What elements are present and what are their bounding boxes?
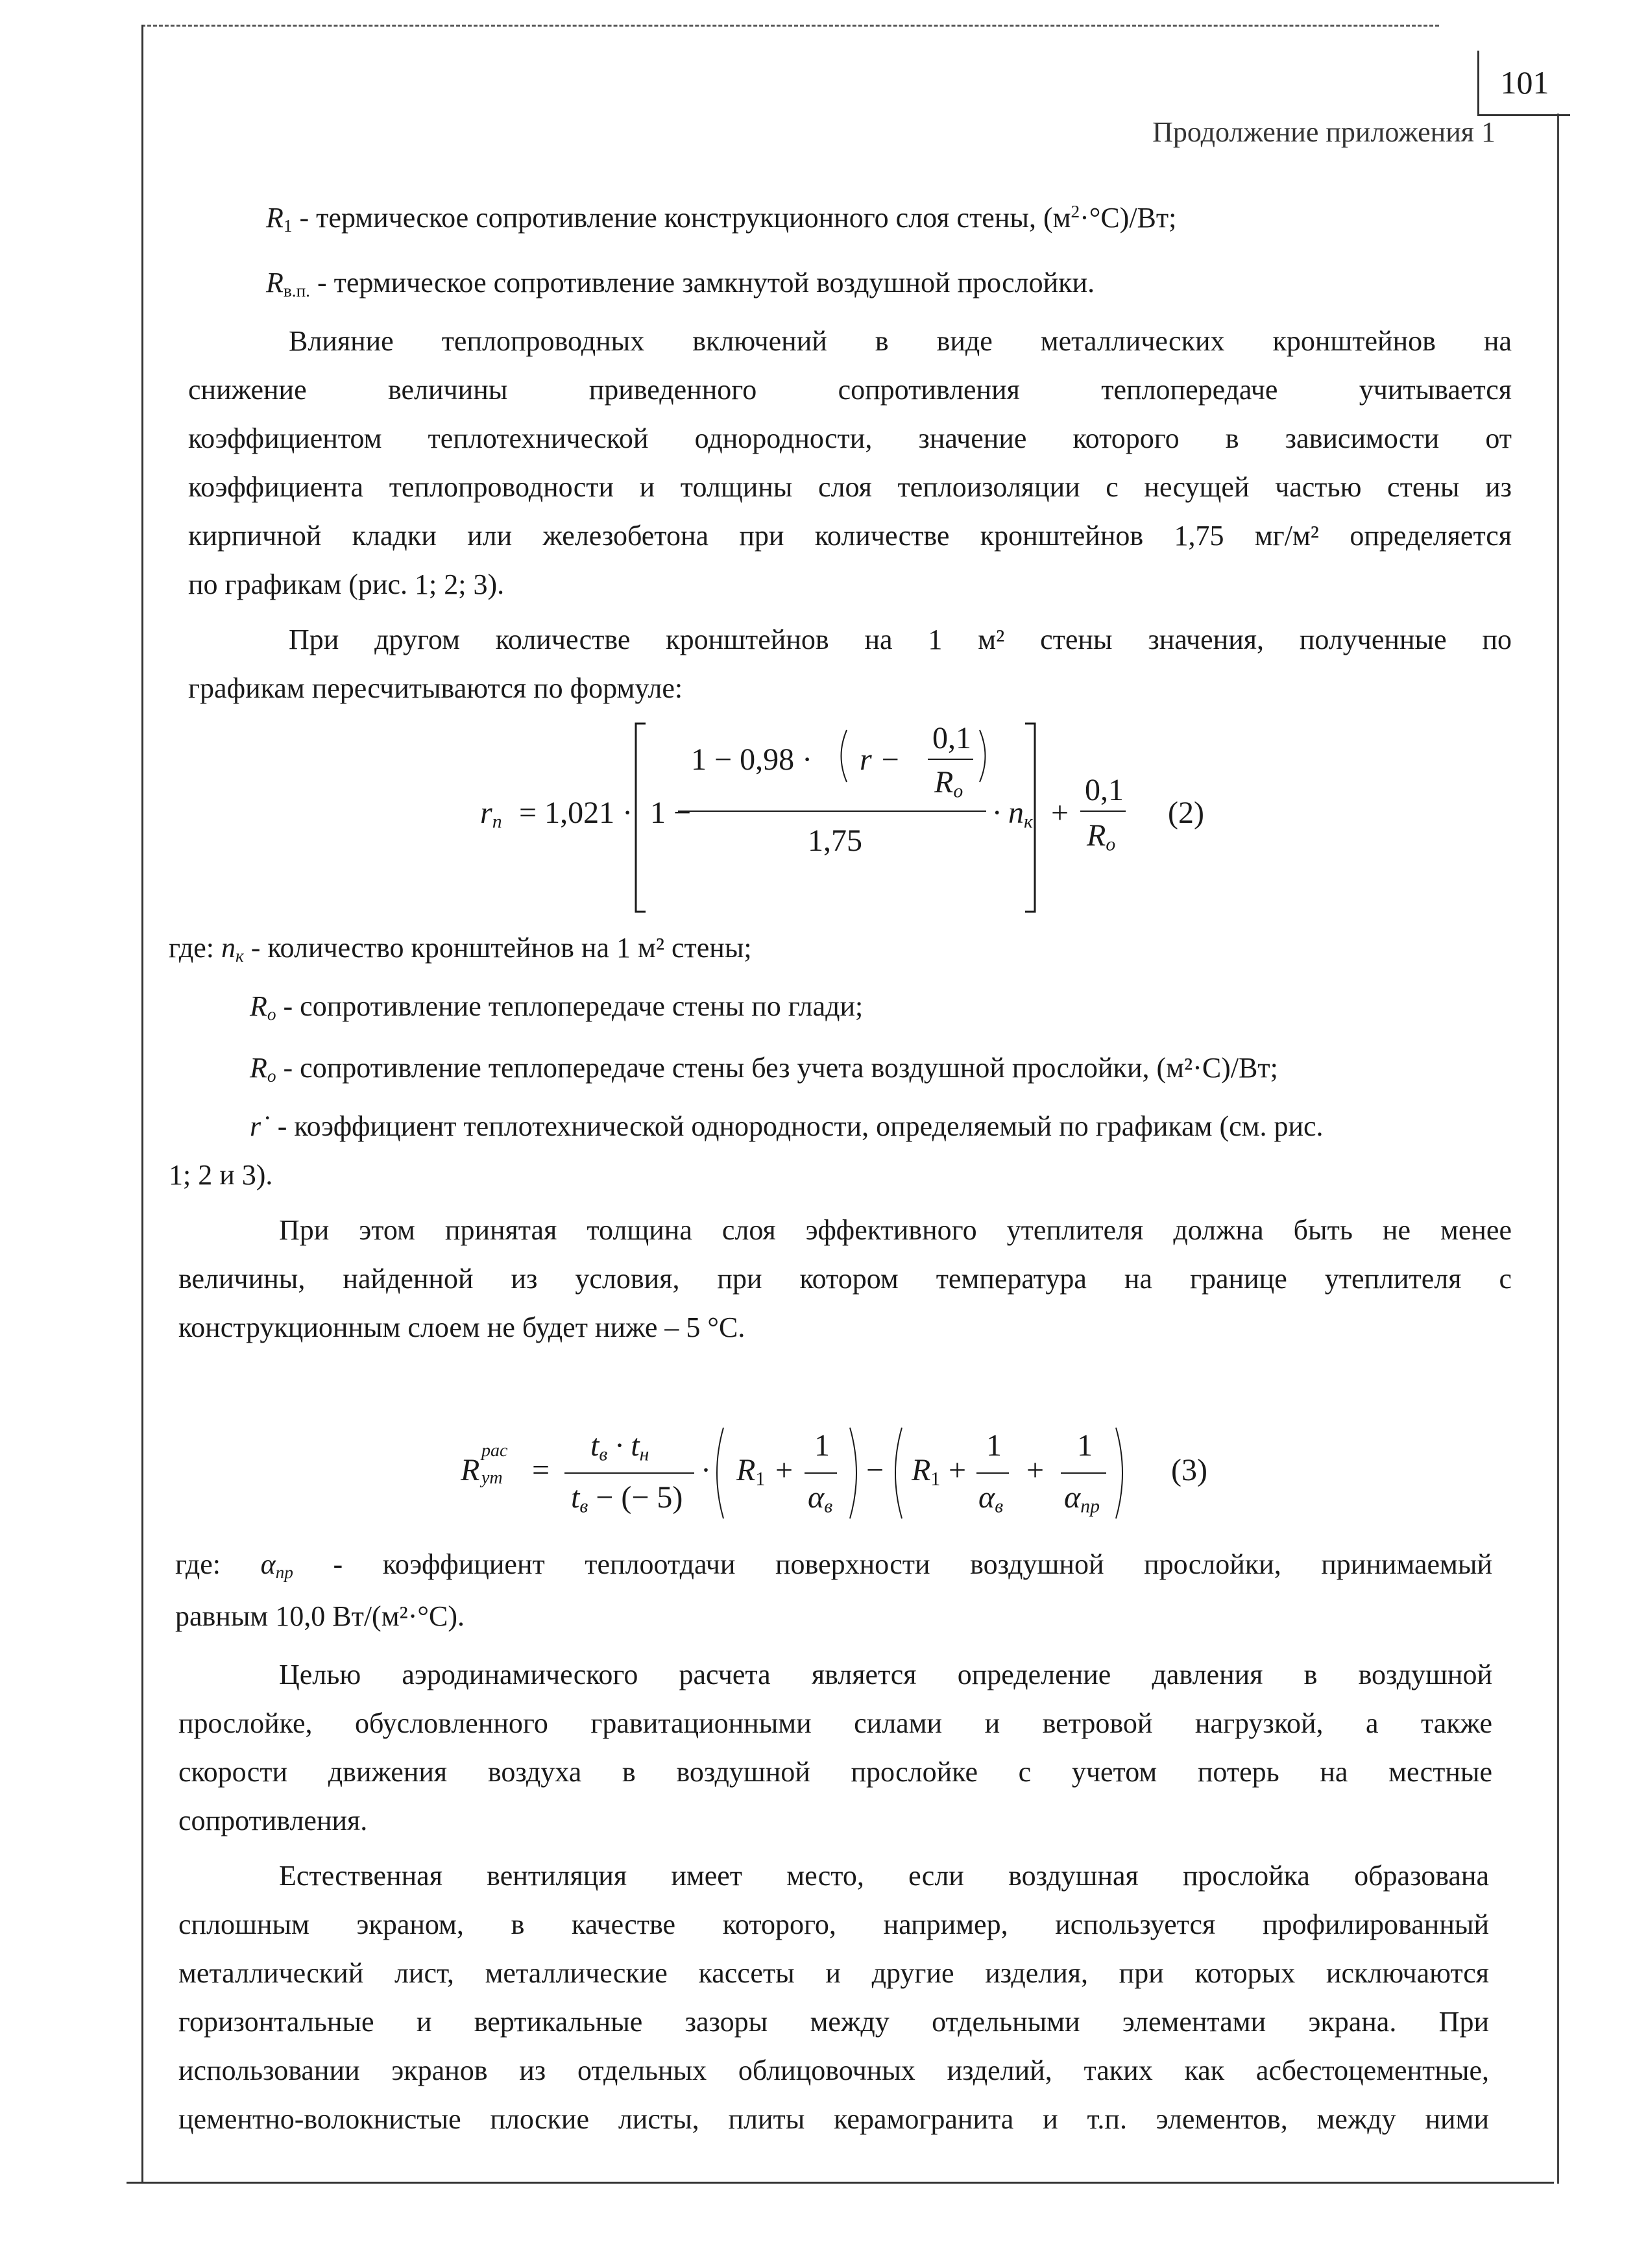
page-frame-top [141, 25, 1439, 27]
page-number: 101 [1477, 51, 1570, 116]
formula-2 [480, 720, 1259, 915]
definition-alpha-pr: где: $\alpha_{пр}$ - коэффициент теплоотдачи поверхности воздушной прослойки, принимаемый [175, 1548, 1492, 1582]
running-head: Продолжение приложения 1 [1152, 116, 1496, 148]
formula-3-alpha-pr: $\alpha_{пр}$ [1064, 1480, 1100, 1517]
formula-2-plus: + [1051, 796, 1069, 830]
formula-2-lhs: $r_п$ [480, 796, 502, 833]
formula-3-plus-a: + [775, 1453, 793, 1487]
formula-3-plus-b: + [949, 1453, 967, 1487]
formula-2-den: 1,75 [808, 823, 862, 858]
definition-nk: где: $n_к$ - количество кронштейнов на 1 м² стены; [169, 932, 752, 966]
formula-3-r1-a: $R_1$ [736, 1453, 766, 1490]
formula-2-tail-den: $R_о$ [1087, 818, 1116, 855]
formula-2-one-minus: 1 − [650, 796, 692, 830]
definition-ro-2: $R_о$ - сопротивление теплопередаче стены без учета воздушной прослойки, (м²·С)/Вт; [250, 1052, 1278, 1086]
definition-r-coef: r˙ - коэффициент теплотехнической однородности, определяемый по графикам (см. рис. [250, 1110, 1324, 1142]
formula-2-inner-r: r − [860, 742, 901, 777]
formula-2-num-a: 1 − 0,98 · [691, 742, 813, 777]
formula-2-tail-num: 0,1 [1085, 773, 1124, 807]
definition-r-coef-cont: 1; 2 и 3). [169, 1159, 273, 1191]
formula-3 [461, 1415, 1239, 1531]
formula-3-lhs: R рас ут [461, 1441, 508, 1488]
page-frame-left [141, 25, 143, 2182]
formula-3-r1-b: $R_1$ [912, 1453, 941, 1490]
formula-3-num: $t_в \cdot t_н$ [590, 1428, 649, 1465]
formula-3-minus: − [866, 1453, 884, 1487]
formula-3-den: $t_в$ − (− 5) [571, 1480, 683, 1517]
formula-3-eq: = [532, 1453, 550, 1487]
definition-alpha-pr-cont: равным 10,0 Вт/(м²·°С). [175, 1600, 465, 1632]
formula-2-number: (2) [1168, 796, 1204, 830]
formula-2-inner-frac-den: $R_о$ [934, 765, 963, 802]
page-frame-right [1557, 114, 1559, 2184]
formula-3-one-c: 1 [1077, 1428, 1093, 1463]
formula-2-times-n: · $n_к$ [993, 796, 1033, 833]
formula-2-equals: = 1,021 · [519, 796, 633, 830]
formula-3-dot: · [701, 1453, 711, 1487]
formula-3-plus-c: + [1026, 1453, 1045, 1487]
definition-rvp: $R_{в.п.}$ - термическое сопротивление замкнутой воздушной прослойки. [266, 267, 1095, 300]
formula-2-inner-frac-num: 0,1 [932, 721, 971, 755]
definition-r1: $R_1$ - термическое сопротивление конструкционного слоя стены, $(м^2\cdot^\circ С)/Вт$; [266, 202, 1177, 236]
formula-3-one-b: 1 [986, 1428, 1002, 1463]
page-frame-bottom [127, 2182, 1554, 2184]
formula-3-alpha-b-b: $\alpha_в$ [978, 1480, 1004, 1517]
definition-ro-1: $R_о$ - сопротивление теплопередаче стены по глади; [250, 990, 864, 1024]
formula-3-alpha-b-a: $\alpha_в$ [808, 1480, 833, 1517]
formula-3-number: (3) [1171, 1453, 1207, 1487]
formula-3-one-a: 1 [814, 1428, 830, 1463]
